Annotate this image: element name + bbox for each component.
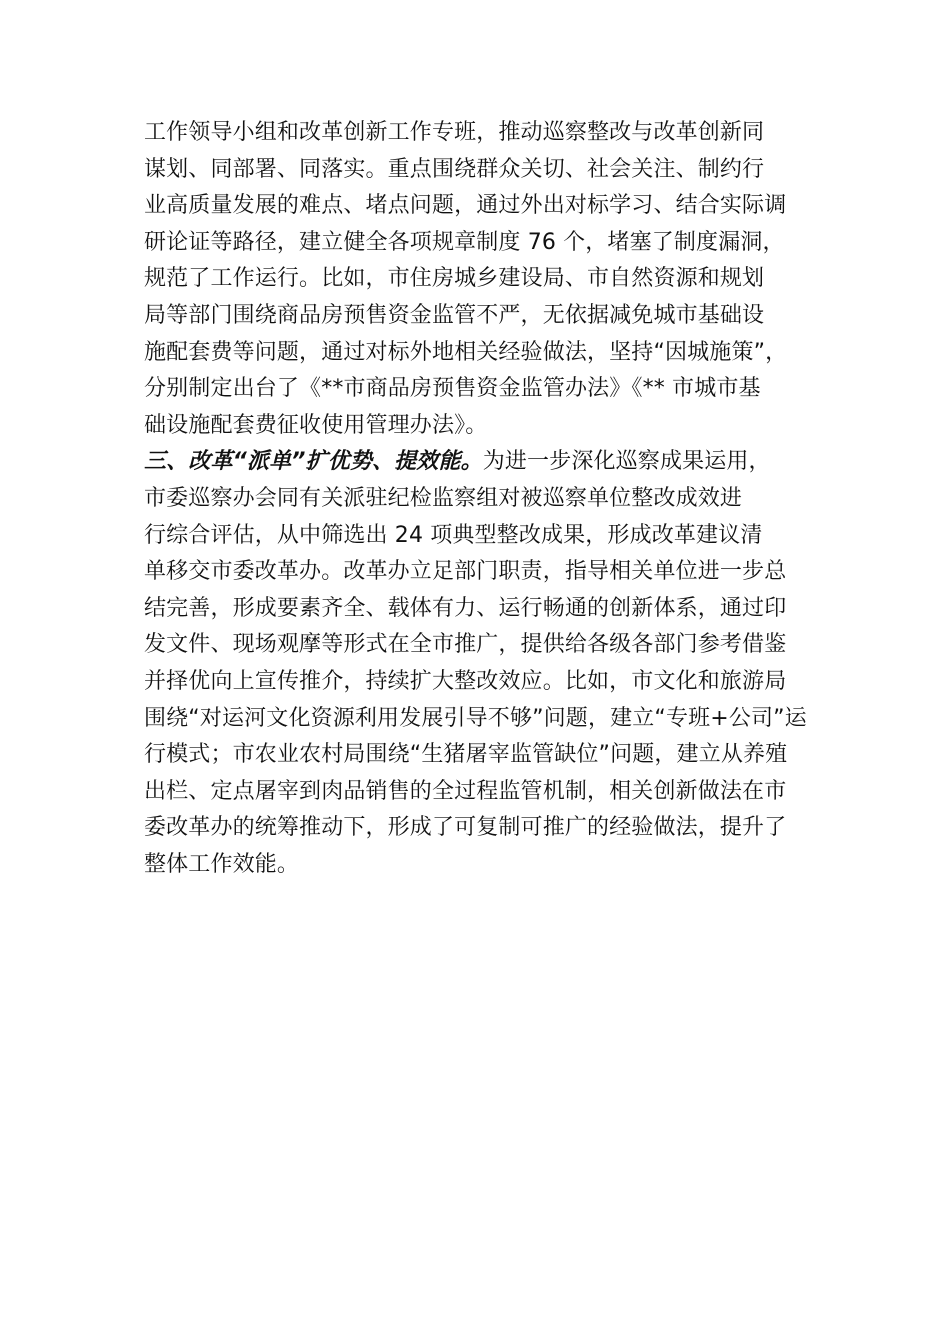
text-line: 出栏、定点屠宰到肉品销售的全过程监管机制，相关创新做法在市 bbox=[144, 778, 787, 804]
text-line: 行模式；市农业农村局围绕“生猪屠宰监管缺位”问题，建立从养殖 bbox=[144, 742, 788, 768]
section-three-heading: 三、改革“派单”扩优势、提效能。 bbox=[144, 449, 483, 475]
text-line: 规范了工作运行。比如，市住房城乡建设局、市自然资源和规划 bbox=[144, 266, 765, 292]
text-line: 局等部门围绕商品房预售资金监管不严，无依据减免城市基础设 bbox=[144, 302, 765, 328]
text-line: 单移交市委改革办。改革办立足部门职责，指导相关单位进一步总 bbox=[144, 559, 787, 585]
section-three-first-line bbox=[144, 444, 810, 481]
text-line: 础设施配套费征收使用管理办法》。 bbox=[144, 412, 488, 438]
text-line: 业高质量发展的难点、堵点问题，通过外出对标学习、结合实际调 bbox=[144, 193, 787, 219]
paragraph-continuation bbox=[144, 115, 810, 444]
text-line: 施配套费等问题，通过对标外地相关经验做法，坚持“因城施策”， bbox=[144, 339, 788, 365]
text-line: 发文件、现场观摩等形式在全市推广，提供给各级各部门参考借鉴 bbox=[144, 632, 787, 658]
text-line: 研论证等路径，建立健全各项规章制度 76 个，堵塞了制度漏洞， bbox=[144, 229, 785, 255]
document-body bbox=[144, 115, 810, 883]
text-line: 分别制定出台了《**市商品房预售资金监管办法》《** 市城市基 bbox=[144, 376, 761, 402]
section-three-paragraph bbox=[144, 444, 810, 883]
text-line: 行综合评估，从中筛选出 24 项典型整改成果，形成改革建议清 bbox=[144, 522, 763, 548]
text-line: 结完善，形成要素齐全、载体有力、运行畅通的创新体系，通过印 bbox=[144, 595, 787, 621]
text-line: 整体工作效能。 bbox=[144, 851, 300, 877]
text-line: 委改革办的统筹推动下，形成了可复制可推广的经验做法，提升了 bbox=[144, 815, 787, 841]
text-line: 并择优向上宣传推介，持续扩大整改效应。比如，市文化和旅游局 bbox=[144, 668, 787, 694]
text-line: 工作领导小组和改革创新工作专班，推动巡察整改与改革创新同 bbox=[144, 120, 765, 145]
text-line: 围绕“对运河文化资源利用发展引导不够”问题，建立“专班+公司”运 bbox=[144, 705, 807, 731]
section-three-lead-text: 为进一步深化巡察成果运用， bbox=[482, 449, 771, 475]
text-line: 市委巡察办会同有关派驻纪检监察组对被巡察单位整改成效进 bbox=[144, 485, 743, 511]
text-line: 谋划、同部署、同落实。重点围绕群众关切、社会关注、制约行 bbox=[144, 156, 765, 182]
